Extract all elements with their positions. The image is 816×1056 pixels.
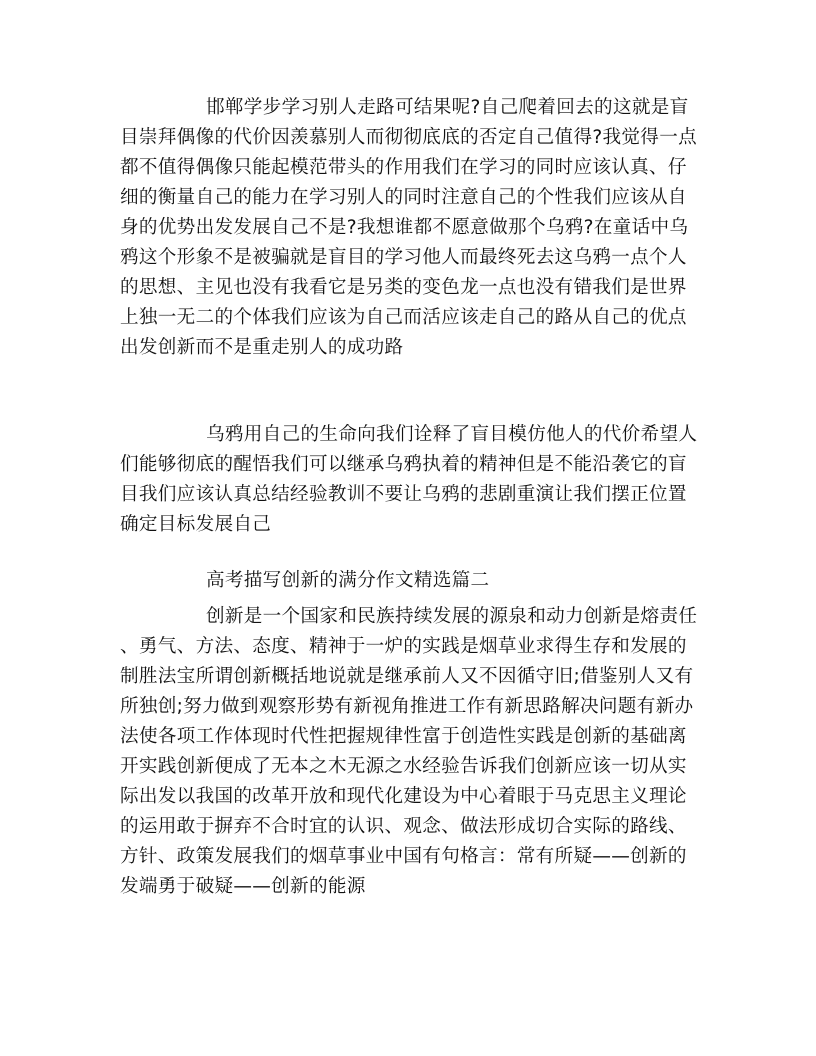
section-heading <box>120 566 700 596</box>
paragraph-line: 目我们应该认真总结经验教训不要让乌鸦的悲剧重演让我们摆正位置 <box>120 484 687 505</box>
paragraph-line: 的思想、主见也没有我看它是另类的变色龙一点也没有错我们是世界 <box>120 277 687 298</box>
paragraph-line: 方针、政策发展我们的烟草事业中国有句格言：常有所疑——创新的 <box>120 846 687 867</box>
paragraph-line: 、勇气、方法、态度、精神于一炉的实践是烟草业求得生存和发展的 <box>120 636 687 657</box>
paragraph-line: 所独创;努力做到观察形势有新视角推进工作有新思路解决问题有新办 <box>120 696 694 717</box>
paragraph-line: 创新是一个国家和民族持续发展的源泉和动力创新是熔责任 <box>206 606 698 627</box>
paragraph-line: 出发创新而不是重走别人的成功路 <box>120 337 404 358</box>
paragraph-line: 开实践创新便成了无本之木无源之水经验告诉我们创新应该一切从实 <box>120 756 687 777</box>
paragraph-2 <box>120 420 700 540</box>
paragraph-line: 确定目标发展自己 <box>120 514 272 535</box>
section-heading-text: 高考描写创新的满分作文精选篇二 <box>206 570 490 591</box>
paragraph-line: 鸦这个形象不是被骗就是盲目的学习他人而最终死去这乌鸦一点个人 <box>120 247 687 268</box>
paragraph-line: 发端勇于破疑——创新的能源 <box>120 876 366 897</box>
paragraph-line: 身的优势出发发展自己不是?我想谁都不愿意做那个乌鸦?在童话中乌 <box>120 217 689 238</box>
paragraph-3 <box>120 602 700 902</box>
paragraph-line: 乌鸦用自己的生命向我们诠释了盲目模仿他人的代价希望人 <box>206 424 698 445</box>
paragraph-line: 的运用敢于摒弃不合时宜的认识、观念、做法形成切合实际的路线、 <box>120 816 687 837</box>
paragraph-line: 都不值得偶像只能起模范带头的作用我们在学习的同时应该认真、仔 <box>120 157 687 178</box>
paragraph-line: 目崇拜偶像的代价因羡慕别人而彻彻底底的否定自己值得?我觉得一点 <box>120 127 697 148</box>
paragraph-1 <box>120 93 700 363</box>
paragraph-line: 际出发以我国的改革开放和现代化建设为中心着眼于马克思主义理论 <box>120 786 687 807</box>
paragraph-line: 制胜法宝所谓创新概括地说就是继承前人又不因循守旧;借鉴别人又有 <box>120 666 694 687</box>
paragraph-line: 们能够彻底的醒悟我们可以继承乌鸦执着的精神但是不能沿袭它的盲 <box>120 454 687 475</box>
paragraph-line: 上独一无二的个体我们应该为自己而活应该走自己的路从自己的优点 <box>120 307 687 328</box>
paragraph-line: 邯郸学步学习别人走路可结果呢?自己爬着回去的这就是盲 <box>206 97 689 118</box>
paragraph-line: 法使各项工作体现时代性把握规律性富于创造性实践是创新的基础离 <box>120 726 687 747</box>
paragraph-line: 细的衡量自己的能力在学习别人的同时注意自己的个性我们应该从自 <box>120 187 687 208</box>
